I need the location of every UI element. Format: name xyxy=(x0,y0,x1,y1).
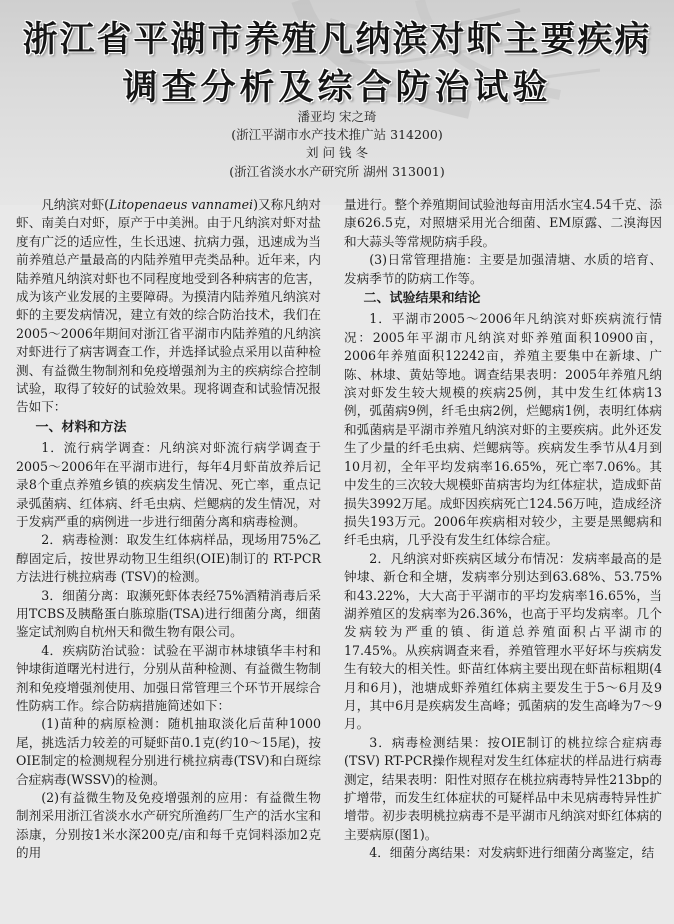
right-column xyxy=(344,196,662,863)
author-names-1: 潘亚均 宋之琦 xyxy=(297,109,377,124)
paragraph-epidemiology: 1．流行病学调查：凡纳滨对虾流行病学调查于2005～2006年在平湖市进行，每年4月虾苗放养后记录8个重点养殖乡镇的疾病发生情况、死亡率，重点记录弧菌病、红体病、纤毛虫病、烂鳃病的发生情况，对于发病严重的病例进一步进行细菌分离和病毒检测。 xyxy=(16,440,321,529)
paragraph-bacteria-results: 4．细菌分离结果：对发病虾进行细菌分离鉴定，结 xyxy=(369,845,655,861)
paragraph-continued: 量进行。整个养殖期间试验池每亩用活水宝4.54千克、添康626.5克，对照塘采用光合细菌、EM原露、二溴海因和大蒜头等常规防病手段。 xyxy=(344,197,662,249)
left-column xyxy=(16,196,321,863)
paragraph-daily-management: (3)日常管理措施：主要是加强清塘、水质的培育、发病季节的防病工作等。 xyxy=(344,252,662,286)
author-affiliation-1: (浙江平湖市水产技术推广站 314200) xyxy=(231,127,443,142)
paragraph-prevention-trial: 4．疾病防治试验：试验在平湖市林埭镇华丰村和钟埭街道曙光村进行，分别从苗种检测、有益微生物制剂和免疫增强剂使用、加强日常管理三个环节开展综合性防病工作。综合防病措施简述如下： xyxy=(16,642,321,713)
paragraph-seed-detection: (1)苗种的病原检测：随机抽取淡化后苗种1000尾，挑选活力较差的可疑虾苗0.1克(约10～15尾)，按OIE制定的检测规程分别进行桃拉病毒(TSV)和白斑综合症病毒(WSSV)的检测。 xyxy=(16,716,321,787)
paragraph-epidemic-status: 1．平湖市2005～2006年凡纳滨对虾疾病流行情况：2005年平湖市凡纳滨对虾养殖面积10900亩，2006年养殖面积12242亩，养殖主要集中在新埭、广陈、林埭、黄姑等地。调查结果表明：2005年养殖凡纳滨对虾发生较大规模的疾病25例，其中发生红体病13例，弧菌病9例，纤毛虫病2例，烂鳃病1例，表明红体病和弧菌病是平湖市养殖凡纳滨对虾的主要疾病。此外还发生了少量的纤毛虫病、烂鳃病等。疾病发生季节从4月到10月初，全年平均发病率16.65%，死亡率7.06%。其中发生的三次较大规模虾苗病害均为红体症状，造成虾苗损失3992万尾。成虾因疾病死亡124.56万吨，造成经济损失193万元。2006年疾病相对较少，主要是黑鳃病和纤毛虫病，几乎没有发生红体综合症。 xyxy=(344,311,662,548)
article-title-line-2: 调查分析及综合防治试验 xyxy=(122,68,552,108)
paragraph-virus-results: 3．病毒检测结果：按OIE制订的桃拉综合症病毒(TSV) RT-PCR操作规程对发生红体症状的样品进行病毒测定，结果表明：阳性对照存在桃拉病毒特异性213bp的扩增带，而发生红体症状的可疑样品中未见病毒特异性扩增带。初步表明桃拉病毒不是平湖市凡纳滨对虾红体病的主要病原(图1)。 xyxy=(344,734,662,842)
paragraph-bacteria-isolation: 3．细菌分离：取濒死虾体表经75%酒精消毒后采用TCBS及胰酪蛋白胨琼脂(TSA)进行细菌分离，细菌鉴定试剂购自杭州天和微生物有限公司。 xyxy=(16,587,321,640)
section-heading-results: 二、试验结果和结论 xyxy=(363,291,481,307)
latin-species-name: Litopenaeus vannamei xyxy=(109,197,254,212)
intro-paragraph: 凡纳滨对虾(Litopenaeus vannamei)又称凡纳对虾、南美白对虾，原产于中美洲。由于凡纳滨对虾对盐度有广泛的适应性，生长迅速、抗病力强，迅速成为当前养殖总产量最高的内陆养殖甲壳类品种。近年来，内陆养殖凡纳滨对虾也不同程度地受到各种病害的危害，成为该产业发展的主要障碍。为摸清内陆养殖凡纳滨对虾的主要发病情况，建立有效的综合防治技术，我们在2005～2006年期间对浙江省平湖市内陆养殖的凡纳滨对虾进行了病害调查工作，并选择试验点采用以苗种检测、有益微生物制剂和免疫增强剂为主的疾病综合控制试验，取得了较好的试验效果。现将调查和试验情况报告如下： xyxy=(16,197,321,415)
section-heading-materials: 一、材料和方法 xyxy=(35,419,127,435)
paragraph-virus-detection: 2．病毒检测：取发生红体病样品，现场用75%乙醇固定后，按世界动物卫生组织(OIE)制订的 RT-PCR方法进行桃拉病毒 (TSV)的检测。 xyxy=(16,532,321,585)
title-banner xyxy=(0,0,674,205)
paragraph-regional-distribution: 2．凡纳滨对虾疾病区域分布情况：发病率最高的是钟埭、新仓和全塘，发病率分别达到63.68%、53.75%和43.22%，大大高于平湖市的平均发病率16.65%，当湖养殖区的发病率为26.36%，也高于平均发病率。几个发病较为严重的镇、街道总养殖面积占平湖市的17.45%。从疾病调查来看，养殖管理水平好坏与疾病发生有较大的相关性。虾苗红体病主要出现在虾苗标粗期(4月和6月)，池塘成虾养殖红体病主要发生于5～6月及9月，其中6月是疾病发生高峰；弧菌病的发生高峰为7～9月。 xyxy=(344,550,662,732)
author-names-2: 刘 问 钱 冬 xyxy=(306,145,368,160)
article-title-line-1: 浙江省平湖市养殖凡纳滨对虾主要疾病 xyxy=(22,20,652,60)
author-affiliation-2: (浙江省淡水水产研究所 湖州 313001) xyxy=(229,164,445,179)
paragraph-probiotics: (2)有益微生物及免疫增强剂的应用：有益微生物制剂采用浙江省淡水水产研究所渔药厂生产的活水宝和添康，分别按1米水深200克/亩和每千克饲料添加2克的用 xyxy=(16,790,321,861)
